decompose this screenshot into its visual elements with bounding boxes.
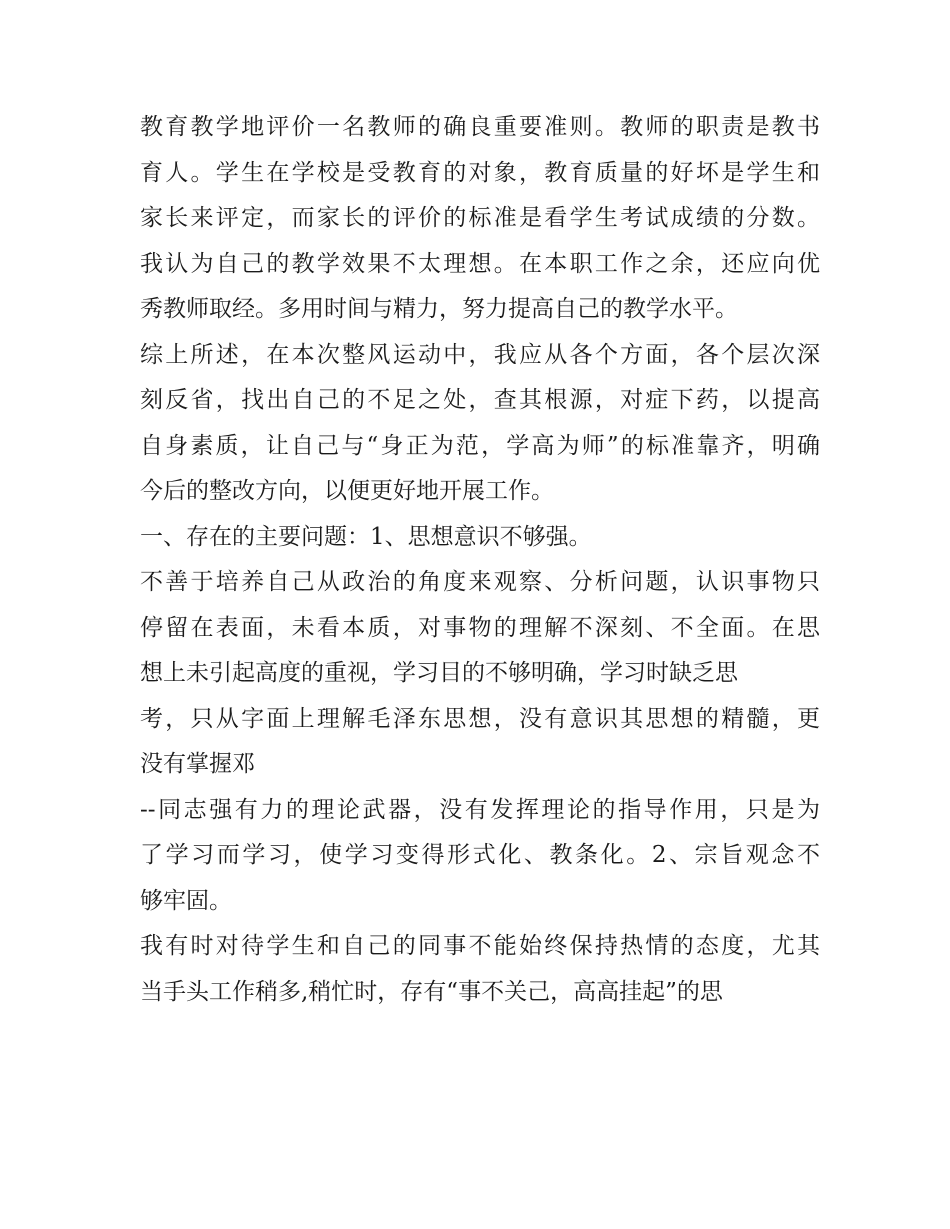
text-line: 想上未引起高度的重视，学习目的不够明确，学习时缺乏思: [140, 660, 738, 686]
text-line: 今后的整改方向，以便更好地开展工作。: [140, 478, 554, 504]
text-line: 育人。学生在学校是受教育的对象，教育质量的好坏是学生和: [140, 159, 820, 186]
text-line: 停留在表面，未看本质，对事物的理解不深刻、不全面。在思: [140, 614, 820, 641]
text-line: 综上所述，在本次整风运动中，我应从各个方面，各个层次深: [140, 341, 820, 368]
text-line: 我认为自己的教学效果不太理想。在本职工作之余，还应向优: [140, 250, 820, 277]
text-line: 考，只从字面上理解毛泽东思想，没有意识其思想的精髓，更: [140, 705, 820, 732]
text-line: 自身素质，让自己与“身正为范，学高为师”的标准靠齐，明确: [140, 432, 820, 459]
text-line: 秀教师取经。多用时间与精力，努力提高自己的教学水平。: [140, 296, 738, 322]
text-line: 家长来评定，而家长的评价的标准是看学生考试成绩的分数。: [140, 205, 820, 231]
text-line: --同志强有力的理论武器，没有发挥理论的指导作用，只是为: [140, 796, 820, 823]
text-line: 了学习而学习，使学习变得形式化、教条化。2、宗旨观念不: [140, 842, 820, 868]
document-body: [140, 105, 820, 1015]
text-line: 我有时对待学生和自己的同事不能始终保持热情的态度，尤其: [140, 933, 820, 959]
section-heading: 一、存在的主要问题：1、思想意识不够强。: [140, 523, 592, 550]
text-line: 刻反省，找出自己的不足之处，查其根源，对症下药，以提高: [140, 387, 820, 413]
text-line: 够牢固。: [140, 887, 232, 914]
text-line: 当手头工作稍多,稍忙时，存有“事不关己，高高挂起”的思: [140, 978, 723, 1005]
text-line: 没有掌握邓: [140, 751, 255, 777]
text-line: 不善于培养自己从政治的角度来观察、分析问题，认识事物只: [140, 569, 820, 595]
text-line: 教育教学地评价一名教师的确良重要准则。教师的职责是教书: [140, 114, 820, 140]
